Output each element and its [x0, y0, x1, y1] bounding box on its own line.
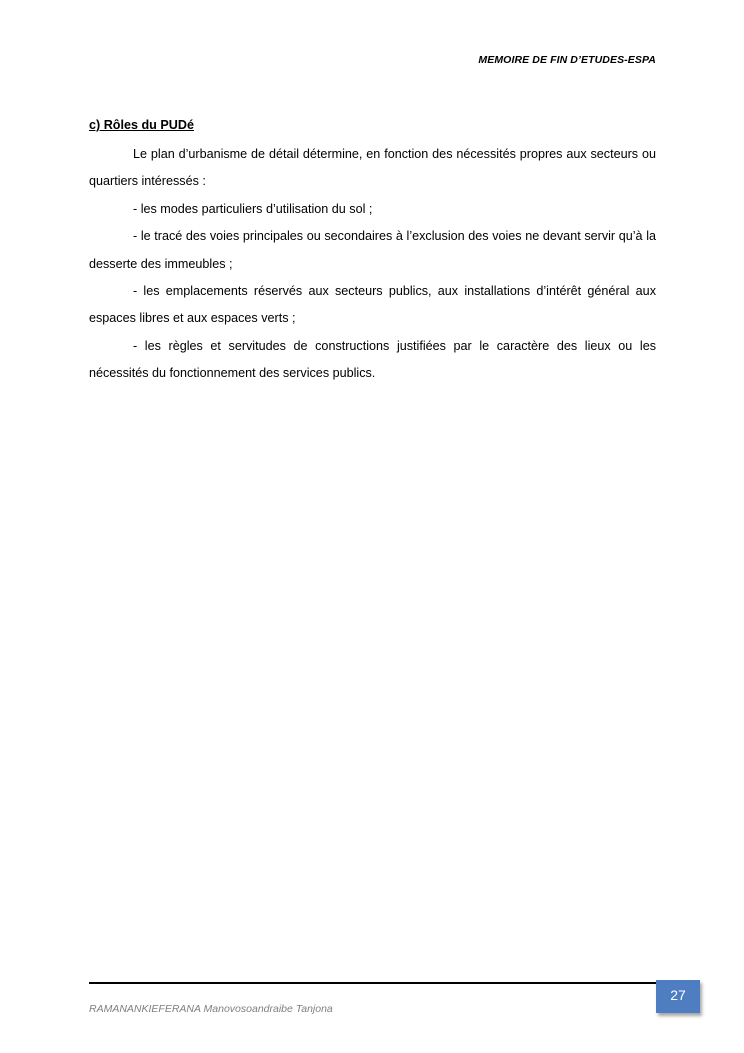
footer-author: RAMANANKIEFERANA Manovosoandraibe Tanjona — [89, 1003, 333, 1015]
main-content — [89, 117, 656, 388]
page-number-badge: 27 — [656, 980, 700, 1013]
paragraph-item-roads: - le tracé des voies principales ou secondaires à l’exclusion des voies ne devant servir qu’à la desserte des immeubles ; — [89, 229, 656, 271]
paragraph-item-land-use: - les modes particuliers d’utilisation du sol ; — [133, 201, 373, 216]
footer-divider — [89, 982, 674, 984]
page-header-title: MEMOIRE DE FIN D’ETUDES-ESPA — [478, 54, 656, 66]
section-title: c) Rôles du PUDé — [89, 118, 194, 132]
paragraph-intro: Le plan d’urbanisme de détail détermine, en fonction des nécessités propres aux secteurs ou quartiers intéressés : — [89, 147, 656, 189]
paragraph-item-reserved-sites: - les emplacements réservés aux secteurs publics, aux installations d’intérêt général aux espaces libres et aux espaces verts ; — [89, 284, 656, 326]
paragraph-item-rules: - les règles et servitudes de constructions justifiées par le caractère des lieux ou les nécessités du fonctionnement des services publics. — [89, 338, 656, 381]
